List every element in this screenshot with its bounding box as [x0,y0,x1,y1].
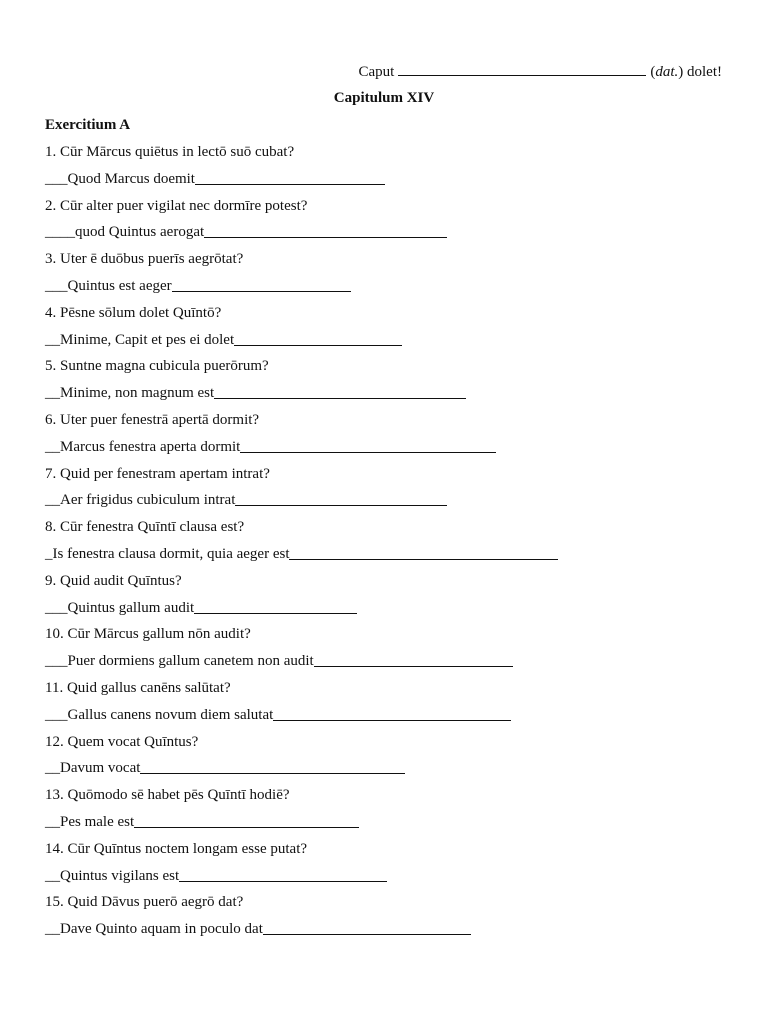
answer-blank-line[interactable] [289,544,558,560]
question-text: 6. Uter puer fenestrā apertā dormit? [45,411,260,428]
answer-row [45,919,735,946]
question-item [45,624,735,678]
answer-text: ___Quintus est aeger [45,277,172,294]
question-text: 9. Quid audit Quīntus? [45,572,182,589]
answer-text: ___Gallus canens novum diem salutat [45,706,274,723]
question-item [45,356,735,410]
question-item [45,249,735,303]
question-text: 8. Cūr fenestra Quīntī clausa est? [45,519,245,536]
answer-text: __Quintus vigilans est [45,867,180,884]
question-list [45,142,735,946]
question-text: 7. Quid per fenestram apertam intrat? [45,465,270,482]
exercise-title: Exercitium A [45,117,131,133]
answer-blank-line[interactable] [314,651,513,667]
answer-text: __Minime, non magnum est [45,385,215,402]
question-item [45,571,735,625]
answer-blank-line[interactable] [214,383,466,399]
answer-text: __Davum vocat [45,760,141,777]
question-text: 11. Quid gallus canēns salūtat? [45,679,231,696]
question-item [45,410,735,464]
answer-row [45,437,735,464]
answer-row [45,222,735,249]
answer-blank-line[interactable] [235,490,447,506]
answer-text: __Aer frigidus cubiculum intrat [45,492,236,509]
question-text: 2. Cūr alter puer vigilat nec dormīre potest? [45,197,308,214]
question-text: 10. Cūr Mārcus gallum nōn audit? [45,626,251,643]
answer-blank-line[interactable] [195,169,385,185]
answer-row [45,490,735,517]
header-line [359,61,723,82]
question-item [45,517,735,571]
question-text: 1. Cūr Mārcus quiētus in lectō suō cubat? [45,144,295,160]
answer-blank-line[interactable] [204,222,447,238]
answer-row [45,758,735,785]
answer-blank-line[interactable] [263,919,471,935]
answer-blank-line[interactable] [179,866,387,882]
answer-row [45,651,735,678]
answer-blank-line[interactable] [234,330,402,346]
answer-row [45,812,735,839]
question-item [45,303,735,357]
answer-blank-line[interactable] [273,705,511,721]
answer-row [45,276,735,303]
question-item [45,196,735,250]
paren-open: ( [650,64,656,80]
answer-row [45,705,735,732]
answer-row [45,169,735,196]
question-item [45,732,735,786]
answer-blank-line[interactable] [172,276,351,292]
question-text: 12. Quem vocat Quīntus? [45,733,199,750]
answer-text: __Dave Quinto aquam in poculo dat [45,921,263,938]
answer-text: __Minime, Capit et pes ei dolet [45,331,235,348]
question-text: 15. Quid Dāvus puerō aegrō dat? [45,894,244,911]
answer-text: _Is fenestra clausa dormit, quia aeger est [45,545,290,562]
answer-row [45,383,735,410]
dat-label: dat. [655,64,679,80]
answer-row [45,544,735,571]
answer-text: ___Puer dormiens gallum canetem non audit [45,653,314,670]
question-item [45,142,735,196]
question-item [45,464,735,518]
answer-text: ___Quintus gallum audit [45,599,195,616]
answer-blank-line[interactable] [140,758,405,774]
answer-text: __Marcus fenestra aperta dormit [45,438,241,455]
answer-blank-line[interactable] [194,598,357,614]
question-text: 4. Pēsne sōlum dolet Quīntō? [45,304,222,321]
answer-blank-line[interactable] [240,437,496,453]
question-item [45,785,735,839]
chapter-title: Capitulum XIV [333,90,435,106]
answer-text: __Pes male est [45,813,135,830]
answer-row [45,866,735,893]
question-text: 13. Quōmodo sē habet pēs Quīntī hodiē? [45,787,290,804]
answer-row [45,598,735,625]
question-item [45,678,735,732]
answer-blank-line[interactable] [134,812,359,828]
answer-row [45,330,735,357]
answer-text: ___Quod Marcus doemit [45,170,195,187]
caput-blank [398,61,646,76]
question-item [45,839,735,893]
question-text: 5. Suntne magna cubicula puerōrum? [45,358,269,375]
question-item [45,892,735,946]
question-text: 14. Cūr Quīntus noctem longam esse putat? [45,840,308,857]
answer-text: ____quod Quintus aerogat [45,224,205,241]
caput-prefix: Caput [358,64,395,80]
dolet-suffix: ) dolet! [678,64,722,80]
question-text: 3. Uter ē duōbus puerīs aegrōtat? [45,251,244,268]
